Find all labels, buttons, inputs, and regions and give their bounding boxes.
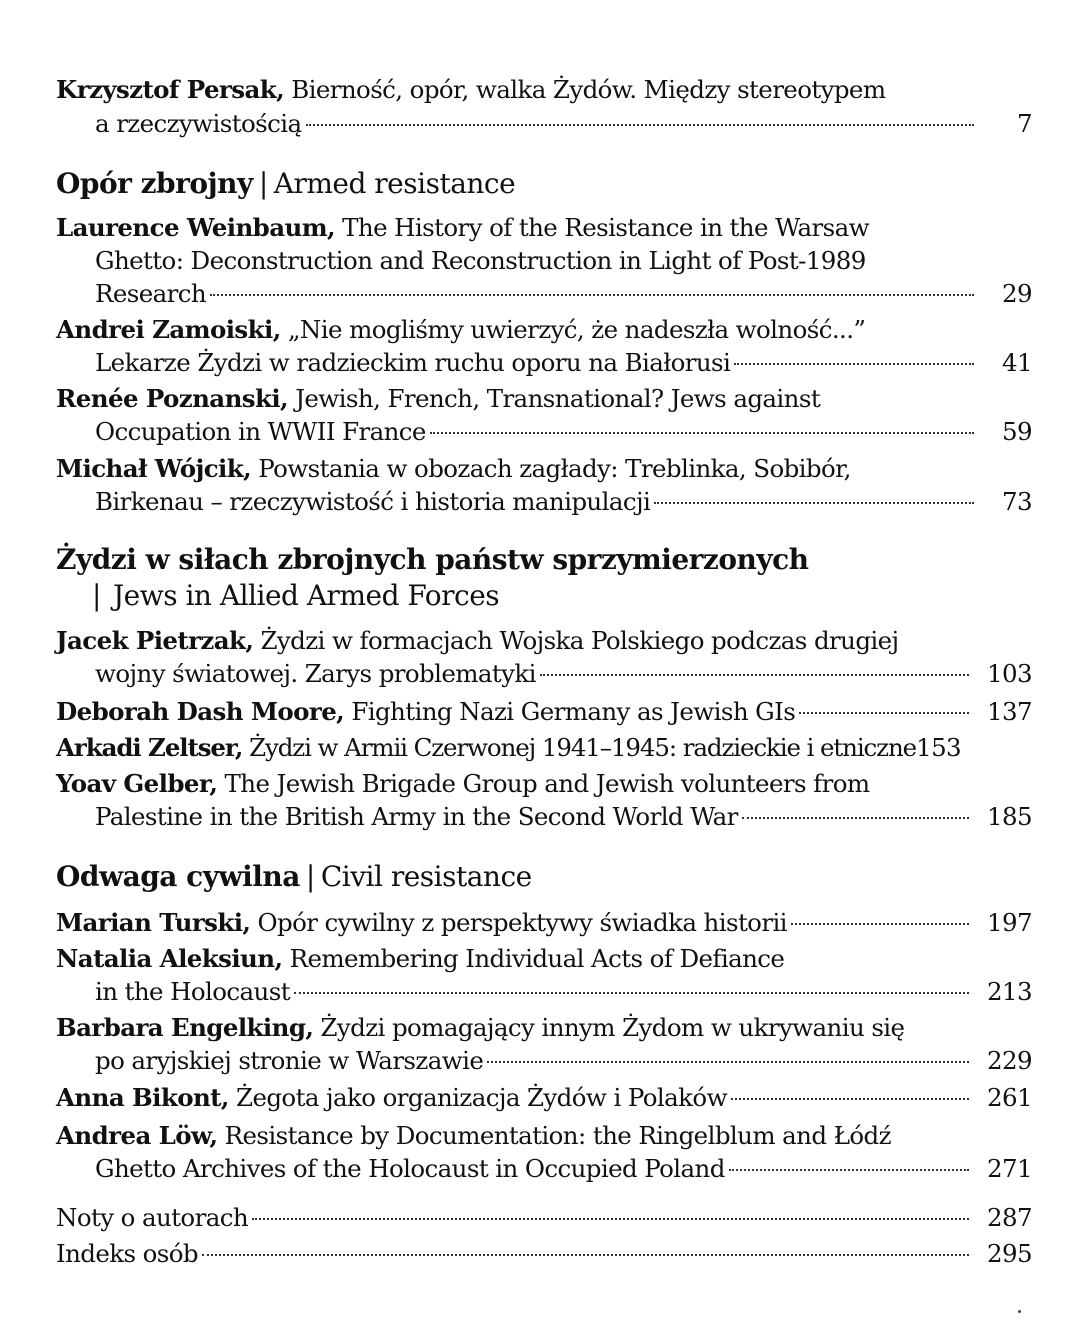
toc-entry [56, 1012, 1032, 1044]
page-number: 261 [987, 1083, 1032, 1112]
section-separator: | [258, 167, 268, 200]
toc-entry [56, 212, 1032, 244]
page-number: 59 [1002, 417, 1032, 446]
entry-title-cont: Birkenau – rzeczywistość i historia manipulacji [95, 487, 651, 516]
toc-entry-cont [95, 486, 1032, 518]
entry-author: Natalia Aleksiun, [56, 944, 283, 973]
toc-entry [56, 625, 1032, 657]
entry-title-cont: wojny światowej. Zarys problematyki [95, 659, 536, 688]
leader-dots [654, 502, 974, 504]
entry-author: Deborah Dash Moore, [56, 697, 345, 726]
page-number: 295 [987, 1239, 1032, 1268]
leader-dots [734, 363, 974, 365]
entry-title-cont: in the Holocaust [95, 977, 290, 1006]
page-number: 153 [916, 733, 962, 762]
entry-author: Andrei Zamoiski, [56, 315, 281, 344]
entry-author: Michał Wójcik, [56, 454, 252, 483]
toc-entry [56, 314, 1032, 346]
entry-title-cont: Palestine in the British Army in the Second World War [95, 802, 738, 831]
leader-dots [791, 923, 969, 925]
entry-text [56, 1082, 727, 1114]
toc-entry-cont [95, 1153, 1032, 1185]
leader-dots [742, 817, 969, 819]
leader-dots [202, 1254, 969, 1256]
entry-author: Renée Poznanski, [56, 384, 288, 413]
toc-entry-cont [95, 347, 1032, 379]
leader-dots [430, 432, 974, 434]
entry-text [56, 907, 787, 939]
entry-text [56, 732, 916, 764]
entry-title: Opór cywilny z perspektywy świadka historii [250, 908, 787, 937]
page-number: 29 [1002, 279, 1032, 308]
entry-author: Barbara Engelking, [56, 1013, 314, 1042]
entry-title: Bierność, opór, walka Żydów. Między stereotypem [284, 75, 886, 104]
entry-author: Laurence Weinbaum, [56, 213, 335, 242]
entry-title: Powstania w obozach zagłady: Treblinka, Sobibór, [251, 454, 851, 483]
toc-entry-cont [95, 1045, 1032, 1077]
section-title-pl: Odwaga cywilna [56, 860, 300, 893]
toc-entry-cont [95, 278, 1032, 310]
leader-dots [252, 1218, 969, 1220]
toc-entry [56, 1120, 1032, 1152]
toc-entry-cont [95, 416, 1032, 448]
leader-dots [294, 992, 969, 994]
entry-title: Żydzi w Armii Czerwonej 1941–1945: radzieckie i etniczne [242, 733, 917, 762]
entry-title-cont: po aryjskiej stronie w Warszawie [95, 1046, 484, 1075]
toc-entry-persak-cont [95, 108, 1032, 140]
entry-title: Indeks osób [56, 1239, 199, 1268]
section-title-en: Armed resistance [273, 167, 516, 200]
entry-author: Marian Turski, [56, 908, 251, 937]
entry-title: Żydzi w formacjach Wojska Polskiego podczas drugiej [253, 626, 899, 655]
section-heading-allied-forces [56, 542, 1046, 578]
page-number: 103 [987, 659, 1032, 688]
entry-title-cont: Occupation in WWII France [95, 417, 426, 446]
entry-title: Noty o autorach [56, 1203, 249, 1232]
entry-title: Resistance by Documentation: the Ringelblum and Łódź [217, 1121, 891, 1150]
entry-title-cont: Ghetto: Deconstruction and Reconstruction in Light of Post-1989 [95, 246, 866, 275]
entry-title: Jewish, French, Transnational? Jews against [288, 384, 821, 413]
leader-dots [306, 124, 975, 126]
section-title-pl: Opór zbrojny [56, 167, 253, 200]
section-separator: | [305, 860, 315, 893]
section-title-en: Civil resistance [320, 860, 532, 893]
toc-entry [56, 943, 1032, 975]
entry-author: Anna Bikont, [56, 1083, 229, 1112]
page-number: 73 [1002, 487, 1032, 516]
entry-author: Jacek Pietrzak, [56, 626, 254, 655]
page-number: 287 [987, 1203, 1032, 1232]
toc-entry-cont [95, 245, 1032, 277]
toc-entry [56, 907, 1032, 939]
toc-entry [56, 383, 1032, 415]
page-number: 229 [987, 1046, 1032, 1075]
leader-dots [487, 1061, 969, 1063]
entry-text [56, 696, 795, 728]
entry-title: The History of the Resistance in the Warsaw [334, 213, 869, 242]
toc-backmatter-notes [56, 1202, 1032, 1234]
page-number: 213 [987, 977, 1032, 1006]
print-speck [1018, 1310, 1021, 1313]
toc-entry [56, 453, 1032, 485]
page-number: 7 [1017, 109, 1032, 138]
leader-dots [540, 674, 969, 676]
entry-title: Żegota jako organizacja Żydów i Polaków [228, 1083, 727, 1112]
leader-dots [731, 1098, 969, 1100]
toc-entry-persak [56, 74, 1032, 106]
entry-title: Fighting Nazi Germany as Jewish GIs [344, 697, 796, 726]
section-title-en: Jews in Allied Armed Forces [112, 579, 500, 612]
section-heading-civil-resistance [56, 859, 1046, 895]
section-title-pl: Żydzi w siłach zbrojnych państw sprzymierzonych [56, 543, 809, 576]
entry-author: Krzysztof Persak, [56, 75, 285, 104]
entry-author: Arkadi Zeltser, [56, 733, 243, 762]
leader-dots [799, 712, 969, 714]
page-number: 271 [987, 1154, 1032, 1183]
toc-backmatter-index [56, 1238, 1032, 1270]
toc-entry-cont [95, 658, 1032, 690]
entry-title: „Nie mogliśmy uwierzyć, że nadeszła wolność...” [280, 315, 866, 344]
entry-author: Yoav Gelber, [56, 769, 218, 798]
entry-title: Żydzi pomagający innym Żydom w ukrywaniu się [313, 1013, 905, 1042]
toc-entry [56, 696, 1032, 728]
entry-title-cont: Research [95, 279, 207, 308]
section-heading-allied-forces-en [92, 578, 1082, 614]
toc-entry [56, 768, 1032, 800]
page-number: 197 [987, 908, 1032, 937]
leader-dots [210, 294, 974, 296]
toc-entry [56, 1082, 1032, 1114]
entry-title-cont: a rzeczywistością [95, 109, 302, 138]
entry-title-cont: Lekarze Żydzi w radzieckim ruchu oporu na Białorusi [95, 348, 731, 377]
page-number: 137 [987, 697, 1032, 726]
entry-author: Andrea Löw, [56, 1121, 218, 1150]
toc-entry-cont [95, 801, 1032, 833]
section-separator: | [92, 579, 101, 612]
entry-title: The Jewish Brigade Group and Jewish volunteers from [217, 769, 870, 798]
leader-dots [729, 1169, 969, 1171]
toc-entry [56, 732, 1032, 764]
entry-title: Remembering Individual Acts of Defiance [282, 944, 785, 973]
page-number: 185 [987, 802, 1032, 831]
page-number: 41 [1002, 348, 1032, 377]
toc-entry-cont [95, 976, 1032, 1008]
entry-title-cont: Ghetto Archives of the Holocaust in Occupied Poland [95, 1154, 725, 1183]
section-heading-armed-resistance [56, 166, 1046, 202]
